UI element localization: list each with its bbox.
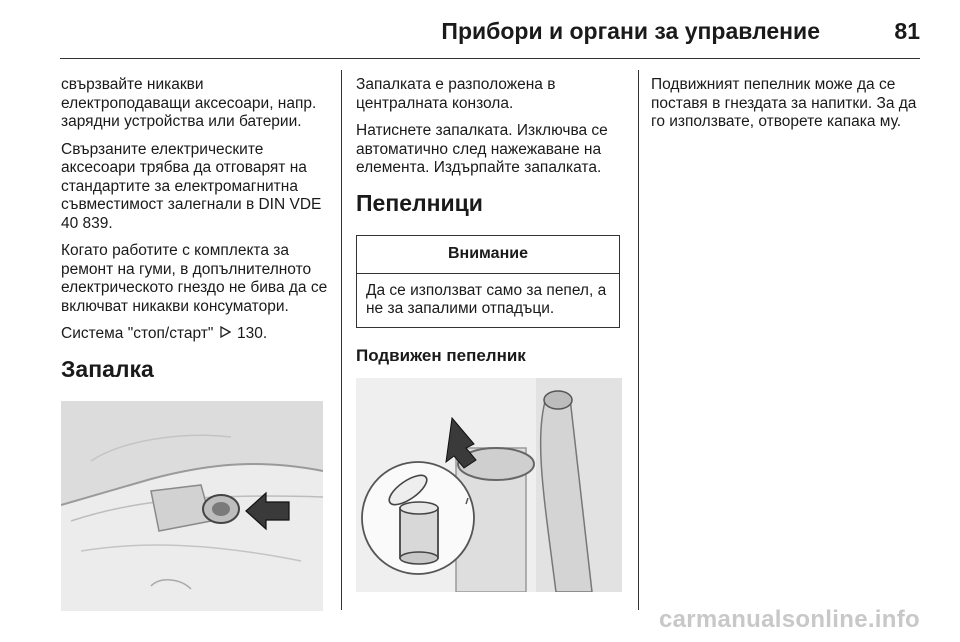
page-number: 81 xyxy=(894,18,920,44)
paragraph: Свързаните електрическите аксесоари трябва да отговарят на стандартите за електромагнитна съвместимост залегнали в DIN VDE 40 839. xyxy=(61,140,322,232)
column-divider xyxy=(341,70,342,610)
page-header xyxy=(60,14,920,46)
lighter-illustration xyxy=(61,401,323,611)
paragraph: Запалката е разположена в централната конзола. xyxy=(356,76,556,112)
header-rule xyxy=(60,58,920,59)
paragraph-start-stop xyxy=(61,325,331,344)
paragraph: Когато работите с комплекта за ремонт на гуми, в допълнителното електрическото гнездо не бива да се включват никакви консуматори. xyxy=(61,242,328,315)
column-divider xyxy=(638,70,639,610)
page-reference: 130. xyxy=(237,325,268,342)
warning-text: Да се използват само за пепел, а не за запалими отпадъци. xyxy=(366,281,607,317)
column-left xyxy=(61,76,331,611)
start-stop-text: Система "стоп/старт" xyxy=(61,325,214,342)
watermark: carmanualsonline.info xyxy=(658,606,920,633)
paragraph: свързвайте никакви електроподаващи аксесоари, напр. зарядни устройства или батерии. xyxy=(61,76,317,130)
paragraph: Натиснете запалката. Изключва се автоматично след нажежаване на елемента. Издърпайте запалката. xyxy=(356,122,608,176)
section-title: Прибори и органи за управление xyxy=(441,18,820,44)
heading-lighter: Запалка xyxy=(61,355,154,382)
ashtray-illustration xyxy=(356,378,622,592)
heading-ashtrays: Пепелници xyxy=(356,189,483,216)
warning-box xyxy=(356,235,620,328)
column-middle xyxy=(356,76,626,592)
paragraph: Подвижният пепелник може да се поставя в гнездата за напитки. За да го използвате, отворете капака му. xyxy=(651,76,917,130)
column-right xyxy=(651,76,923,141)
reference-arrow-icon xyxy=(220,325,231,344)
warning-title: Внимание xyxy=(357,236,619,274)
subheading-portable-ashtray: Подвижен пепелник xyxy=(356,345,526,365)
